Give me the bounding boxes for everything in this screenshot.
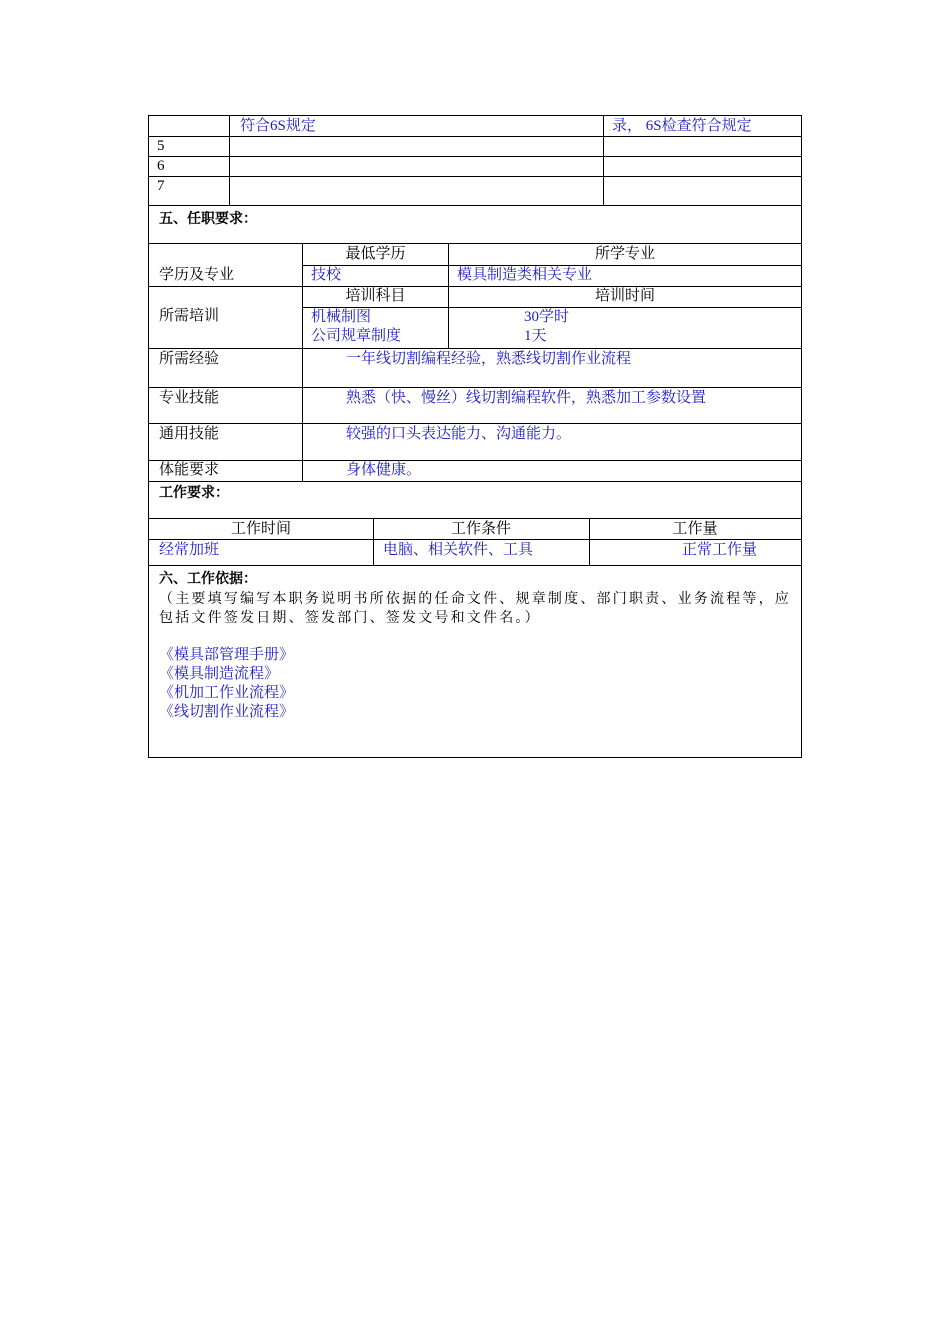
general-skills-row <box>148 424 802 461</box>
basis-doc: 《模具制造流程》 <box>159 666 280 682</box>
section-title-row <box>148 206 802 244</box>
section6-title: 六、工作依据： <box>159 570 257 586</box>
job-description-table <box>148 115 802 758</box>
education-major-header: 所学专业 <box>594 246 655 262</box>
education-min-header: 最低学历 <box>345 246 406 262</box>
experience-label: 所需经验 <box>159 351 220 367</box>
physical-row <box>148 461 802 482</box>
experience-value: 一年线切割编程经验，熟悉线切割作业流程 <box>346 351 632 367</box>
training-time: 1天 <box>524 328 547 344</box>
training-subject-header: 培训科目 <box>345 288 406 304</box>
work-title-row <box>148 482 802 519</box>
skills-value: 熟悉（快、慢丝）线切割编程软件，熟悉加工参数设置 <box>346 390 707 406</box>
experience-row <box>148 349 802 388</box>
basis-doc: 《模具部管理手册》 <box>159 647 295 663</box>
training-time: 30学时 <box>524 309 570 325</box>
general-skills-value: 较强的口头表达能力、沟通能力。 <box>346 426 572 442</box>
work-amount-value: 正常工作量 <box>682 542 758 558</box>
work-row <box>148 519 802 566</box>
table-row <box>148 157 802 177</box>
training-subject: 机械制图 <box>311 309 372 325</box>
row-number: 6 <box>157 158 165 174</box>
physical-value: 身体健康。 <box>346 462 422 478</box>
training-row <box>148 287 802 349</box>
table-row <box>148 177 802 206</box>
basis-doc: 《机加工作业流程》 <box>159 685 295 701</box>
training-subject: 公司规章制度 <box>311 328 402 344</box>
education-row <box>148 244 802 287</box>
work-time-header: 工作时间 <box>230 521 291 537</box>
task-result-text: 录， 6S检查符合规定 <box>612 118 752 134</box>
section6-row <box>148 566 802 758</box>
general-skills-label: 通用技能 <box>159 426 220 442</box>
education-major-value: 模具制造类相关专业 <box>457 267 593 283</box>
table-row <box>148 115 802 137</box>
training-label: 所需培训 <box>159 308 220 324</box>
education-label: 学历及专业 <box>159 267 235 283</box>
work-time-value: 经常加班 <box>159 542 220 558</box>
skills-label: 专业技能 <box>159 390 220 406</box>
row-number: 7 <box>157 178 165 194</box>
basis-doc: 《线切割作业流程》 <box>159 704 295 720</box>
task-standard-text: 符合6S规定 <box>240 118 316 134</box>
work-amount-header: 工作量 <box>672 521 718 537</box>
table-row <box>148 137 802 157</box>
section6-note: （主要填写编写本职务说明书所依据的任命文件、规章制度、部门职责、业务流程等，应包括文件签发日期、签发部门、签发文号和文件名。） <box>159 592 791 626</box>
physical-label: 体能要求 <box>159 462 220 478</box>
work-title: 工作要求： <box>159 484 229 500</box>
education-min-value: 技校 <box>311 267 342 283</box>
section5-title: 五、任职要求： <box>159 210 257 226</box>
work-condition-value: 电脑、相关软件、工具 <box>383 542 534 558</box>
row-number: 5 <box>157 138 165 154</box>
work-condition-header: 工作条件 <box>450 521 511 537</box>
skills-row <box>148 388 802 424</box>
training-time-header: 培训时间 <box>594 288 655 304</box>
